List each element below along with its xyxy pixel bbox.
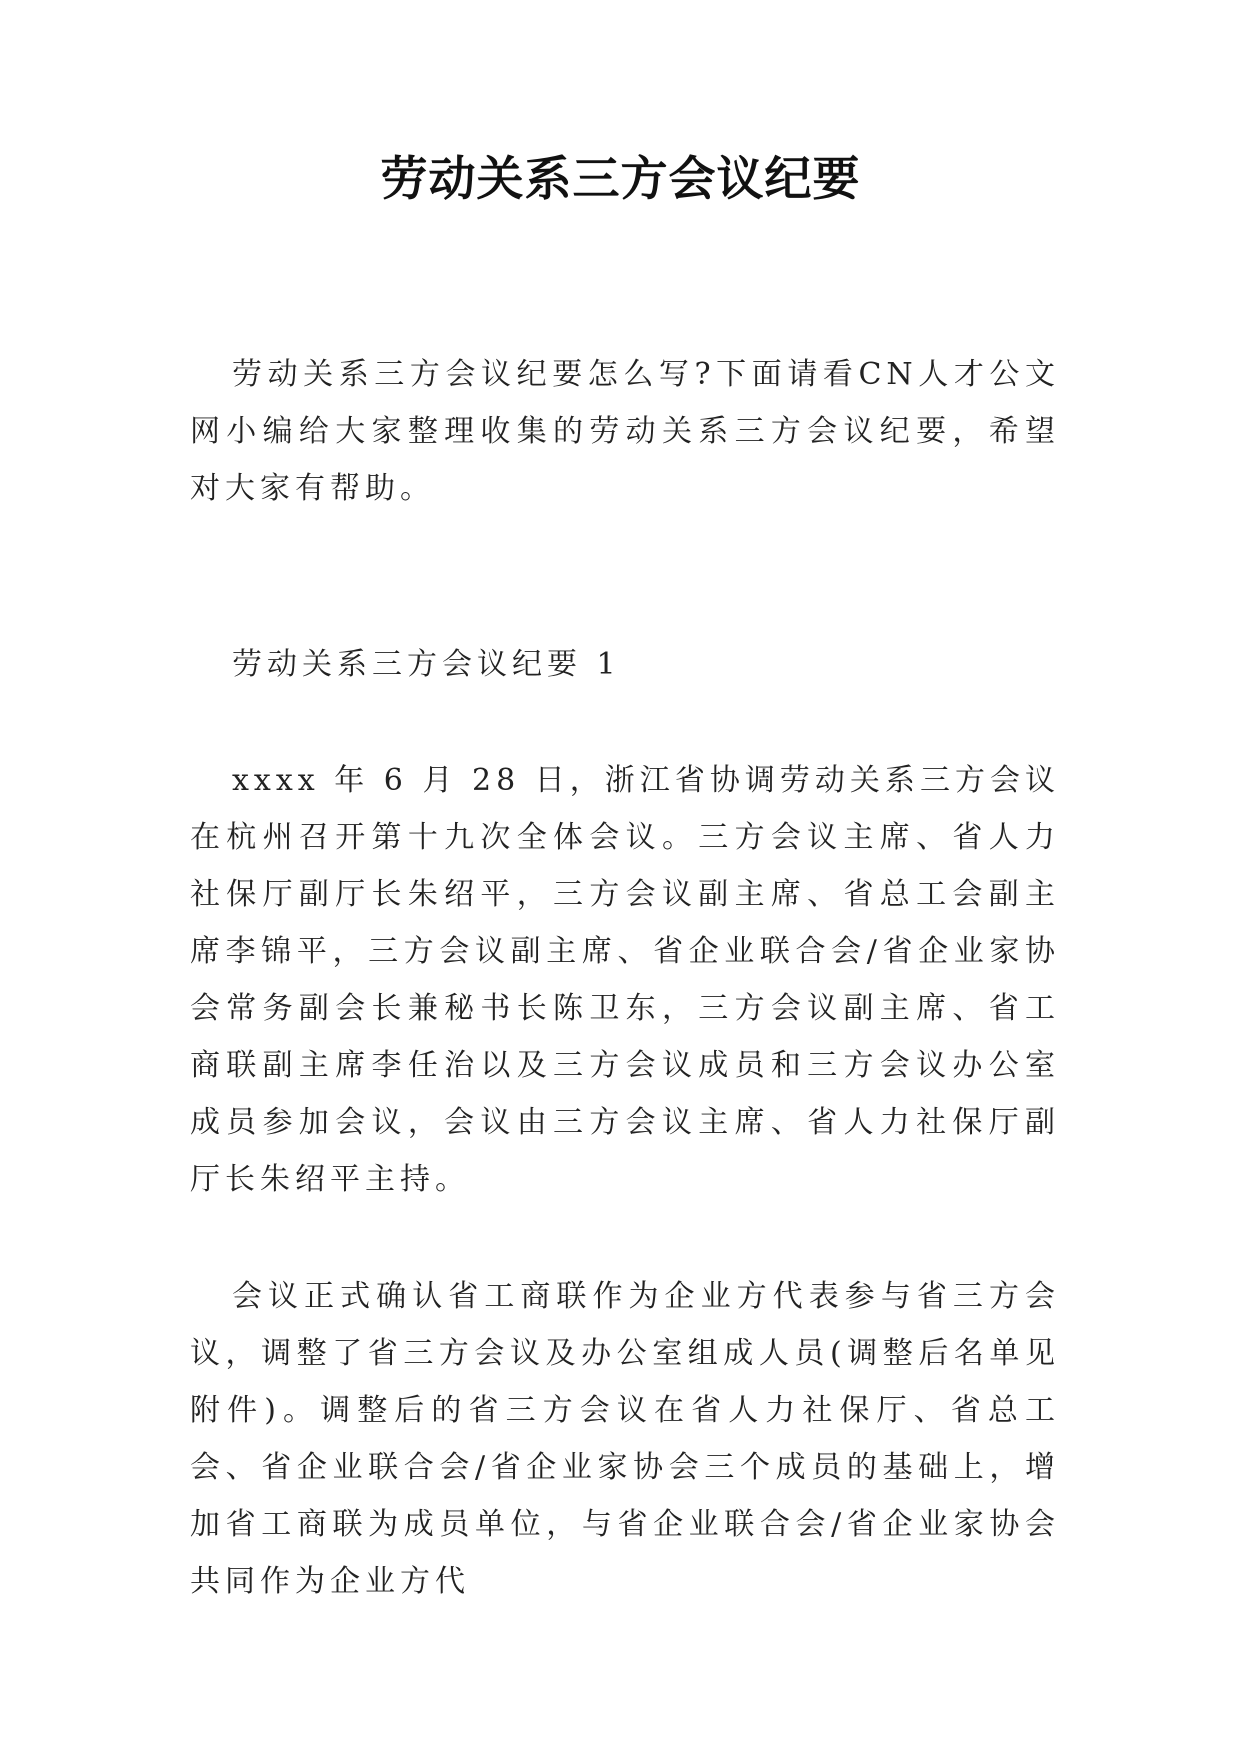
- section-heading: 劳动关系三方会议纪要 1: [232, 647, 621, 682]
- body-paragraph: 会议正式确认省工商联作为企业方代表参与省三方会议，调整了省三方会议及办公室组成人员(调整后名单见附件)。调整后的省三方会议在省人力社保厅、省总工会、省企业联合会/省企业家协会三个成员的基础上，增加省工商联为成员单位，与省企业联合会/省企业家协会共同作为企业方代: [190, 1279, 1060, 1599]
- document-title: 劳动关系三方会议纪要: [380, 152, 861, 207]
- body-paragraph: xxxx 年 6 月 28 日，浙江省协调劳动关系三方会议在杭州召开第十九次全体会议。三方会议主席、省人力社保厅副厅长朱绍平，三方会议副主席、省总工会副主席李锦平，三方会议副主席、省企业联合会/省企业家协会常务副会长兼秘书长陈卫东，三方会议副主席、省工商联副主席李任治以及三方会议成员和三方会议办公室成员参加会议，会议由三方会议主席、省人力社保厅副厅长朱绍平主持。: [190, 763, 1060, 1197]
- intro-paragraph: 劳动关系三方会议纪要怎么写?下面请看CN人才公文网小编给大家整理收集的劳动关系三方会议纪要，希望对大家有帮助。: [190, 357, 1060, 506]
